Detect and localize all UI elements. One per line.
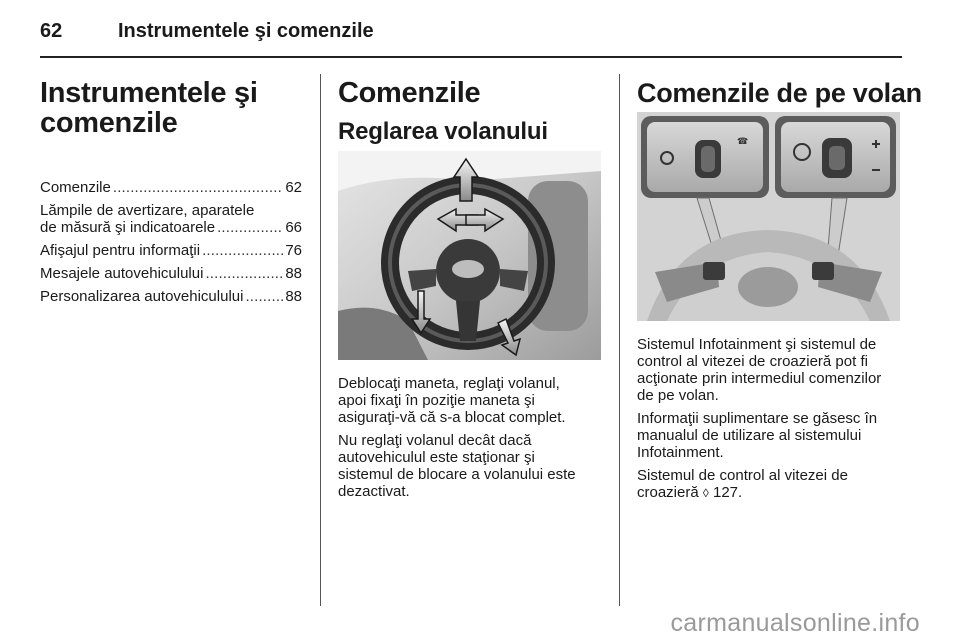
section-heading-comenzile: Comenzile (338, 77, 481, 109)
toc-item-personalizarea[interactable] (40, 288, 302, 305)
paragraph-warning (338, 432, 608, 500)
toc-label: Afişajul pentru informaţii (40, 242, 201, 259)
chapter-heading-line2: comenzile (40, 107, 178, 139)
text-line: Nu reglaţi volanul decât dacă (338, 432, 532, 449)
toc-label: Mesajele autovehiculului (40, 265, 204, 282)
chapter-heading-line1: Instrumentele şi (40, 77, 258, 109)
steering-controls-illustration (637, 112, 900, 321)
toc-label: Comenzile (40, 179, 111, 196)
chapter-heading (40, 78, 310, 138)
text-line: autovehiculul este staţionar şi (338, 449, 535, 466)
subsection-heading-reglarea: Reglarea volanului (338, 118, 548, 145)
text-line: Sistemul de control al vitezei de (637, 467, 848, 484)
text-line: Sistemul Infotainment şi sistemul de (637, 336, 877, 353)
page-number: 62 (40, 20, 63, 42)
steering-controls-figure (637, 112, 900, 321)
text-line: dezactivat. (338, 483, 410, 500)
paragraph-infotainment-controls (637, 336, 937, 404)
text-line: asiguraţi-vă că s-a blocat complet. (338, 409, 566, 426)
svg-text:☎: ☎ (737, 136, 749, 146)
section-heading-volan: Comenzile de pe volan (637, 78, 922, 108)
column-divider-right (619, 74, 620, 606)
text-line: Infotainment. (637, 444, 724, 461)
text-line: control al vitezei de croazieră pot fi (637, 353, 868, 370)
toc-label: Lămpile de avertizare, aparatele (40, 202, 255, 219)
toc-page: 62 (285, 179, 302, 196)
text-line: Deblocaţi maneta, reglaţi volanul, (338, 375, 560, 392)
page-reference-link[interactable]: 127. (712, 484, 743, 501)
steering-wheel-adjust-illustration (338, 151, 601, 360)
toc-label-line2: de măsură şi indicatoarele (40, 219, 216, 236)
toc-item-comenzile[interactable] (40, 179, 302, 196)
watermark: carmanualsonline.info (670, 609, 920, 637)
steering-wheel-adjust-figure (338, 151, 601, 360)
text-line: apoi fixaţi în poziţie maneta şi (338, 392, 535, 409)
paragraph-unlock-lever (338, 375, 608, 426)
paragraph-more-info (637, 410, 937, 461)
paragraph-cruise-control-ref (637, 467, 937, 502)
toc-page: 88 (285, 288, 302, 305)
text-line: croazieră (637, 484, 699, 501)
toc-item-mesajele[interactable] (40, 265, 302, 282)
header-rule (40, 56, 902, 58)
toc-page: 66 (285, 219, 302, 236)
toc-label: Personalizarea autovehiculului (40, 288, 244, 305)
text-line: acţionate prin intermediul comenzilor (637, 370, 882, 387)
text-line: de pe volan. (637, 387, 719, 404)
toc-page: 76 (285, 242, 302, 259)
text-line: Informaţii suplimentare se găsesc în (637, 410, 878, 427)
toc-item-afisajul[interactable] (40, 242, 302, 259)
toc-item-lampile[interactable] (40, 202, 302, 236)
toc-page: 88 (285, 265, 302, 282)
text-line: sistemul de blocare a volanului este (338, 466, 576, 483)
running-header-title: Instrumentele şi comenzile (118, 20, 374, 42)
column-divider-left (320, 74, 321, 606)
text-line: manualul de utilizare al sistemului (637, 427, 862, 444)
page-reference-icon: ◊ (702, 486, 709, 500)
table-of-contents (40, 179, 302, 311)
